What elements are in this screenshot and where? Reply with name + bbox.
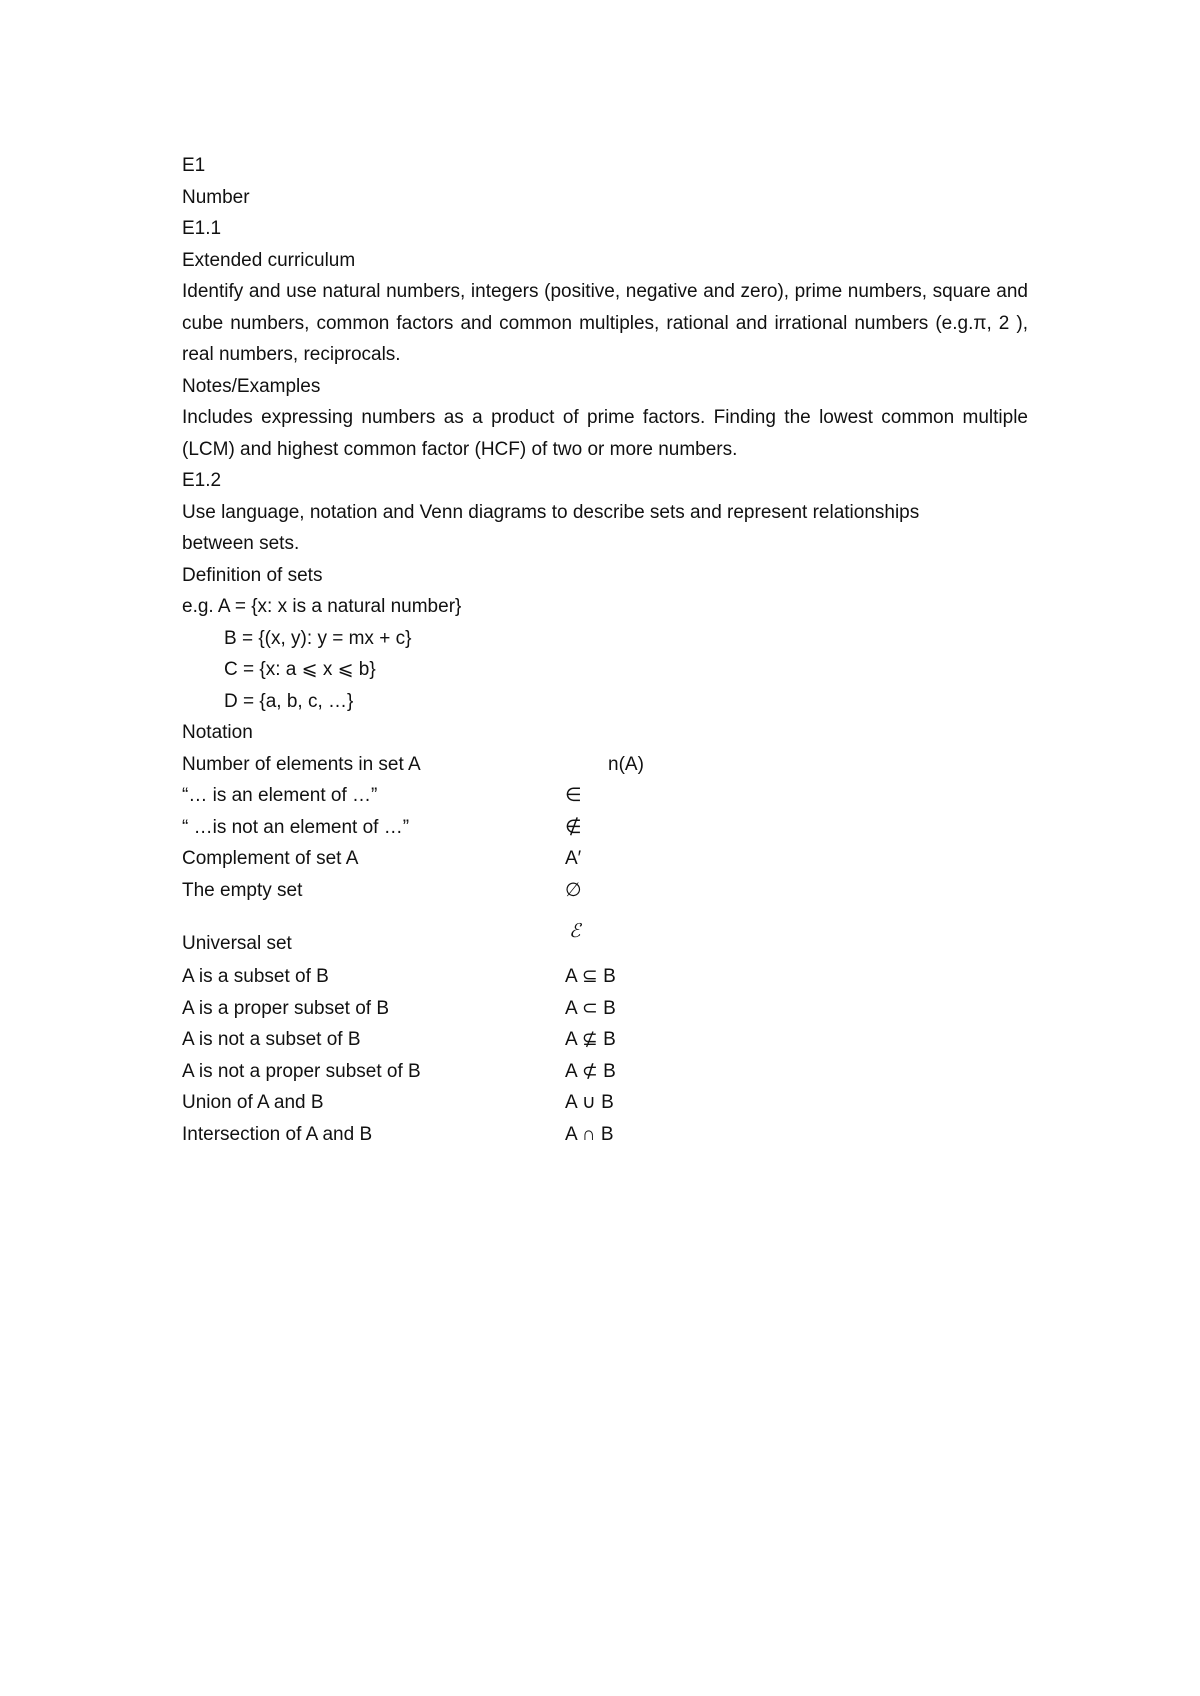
notation-row-symbol: A ∩ B	[565, 1123, 614, 1145]
set-example-a: e.g. A = {x: x is a natural number}	[182, 596, 462, 617]
section-1-notes-label: Notes/Examples	[182, 375, 321, 397]
section-1-notes-body: Includes expressing numbers as a product of prime factors. Finding the lowest common multiple (LCM) and highest common factor (HCF) of two or more numbers.	[182, 407, 1028, 460]
notation-row	[182, 812, 1028, 844]
section-1-body: Identify and use natural numbers, integers (positive, negative and zero), prime numbers, square and cube numbers, common factors and common multiples, rational and irrational numbers (e.g.π, 2 ), real numbers, reciprocals.	[182, 281, 1028, 365]
notation-table	[182, 749, 1028, 1151]
notation-row-symbol: n(A)	[608, 753, 644, 775]
notation-row-symbol: A ⊆ B	[565, 966, 616, 987]
section-2-intro-line-2: between sets.	[182, 533, 300, 554]
notation-row-symbol: A ⊂ B	[565, 997, 616, 1019]
notation-row-symbol: A ⊈ B	[565, 1029, 616, 1050]
notation-row-label: A is not a proper subset of B	[182, 1060, 421, 1082]
notation-row-symbol: ∅	[565, 879, 582, 901]
set-example-c: C = {x: a ⩽ x ⩽ b}	[224, 659, 376, 680]
notation-row	[182, 780, 1028, 812]
notation-row-symbol: A′	[565, 848, 582, 869]
notation-row-label: “ …is not an element of …”	[182, 816, 410, 838]
notation-row-label: A is a subset of B	[182, 966, 329, 987]
heading-title: Number	[182, 186, 250, 208]
notation-row	[182, 1119, 1028, 1151]
notation-row-label: Intersection of A and B	[182, 1123, 373, 1145]
notation-row-symbol: ∈	[565, 785, 582, 806]
notation-row-label: Number of elements in set A	[182, 753, 421, 775]
section-2-code: E1.2	[182, 470, 222, 491]
notation-row-label: A is a proper subset of B	[182, 997, 390, 1019]
notation-row-symbol: ℰ	[569, 919, 581, 942]
heading-code: E1	[182, 155, 206, 176]
notation-row-label: Complement of set A	[182, 848, 359, 869]
notation-row-label: The empty set	[182, 879, 303, 901]
notation-row	[182, 906, 1028, 961]
notation-row	[182, 749, 1028, 781]
document-content	[182, 150, 1028, 1150]
notation-row-symbol: A ∪ B	[565, 1092, 614, 1113]
notation-row	[182, 1024, 1028, 1056]
notation-row	[182, 1056, 1028, 1088]
set-example-d: D = {a, b, c, …}	[224, 690, 354, 712]
notation-label: Notation	[182, 722, 253, 743]
section-1-code: E1.1	[182, 218, 222, 239]
notation-row-symbol: A ⊄ B	[565, 1060, 616, 1082]
set-example-b: B = {(x, y): y = mx + c}	[224, 627, 412, 649]
notation-row	[182, 843, 1028, 875]
notation-row	[182, 993, 1028, 1025]
notation-row-label: “… is an element of …”	[182, 785, 378, 806]
notation-row-label: Union of A and B	[182, 1092, 324, 1113]
notation-row	[182, 1087, 1028, 1119]
notation-row-label: A is not a subset of B	[182, 1029, 361, 1050]
section-1-subtitle: Extended curriculum	[182, 249, 356, 271]
definition-label: Definition of sets	[182, 564, 323, 586]
section-2-intro-line-1: Use language, notation and Venn diagrams to describe sets and represent relationships	[182, 501, 920, 523]
notation-row-label: Universal set	[182, 932, 292, 954]
notation-row	[182, 961, 1028, 993]
notation-row	[182, 875, 1028, 907]
notation-row-symbol: ∉	[565, 816, 582, 838]
